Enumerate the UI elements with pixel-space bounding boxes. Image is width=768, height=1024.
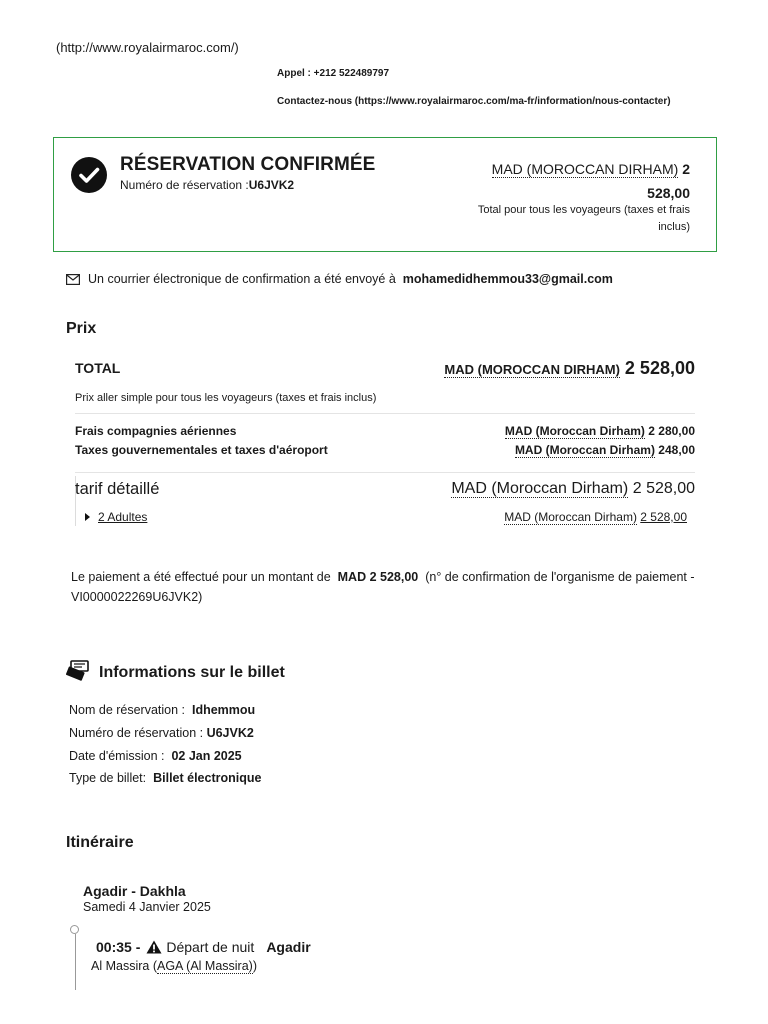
ticket-section-title: Informations sur le billet (99, 664, 285, 681)
payment-text (71, 567, 711, 607)
detailed-fare-currency: MAD (Moroccan Dirham) (451, 480, 629, 497)
airport-code: AGA (Al Massira) (156, 959, 253, 973)
departure-time: 00:35 - (96, 939, 141, 955)
contact-link[interactable]: Contactez-nous (https://www.royalairmaroc.com/ma-fr/information/nous-contacter) (277, 96, 671, 107)
phone-number: Appel : +212 522489797 (277, 68, 390, 79)
ticket-info-value: U6JVK2 (206, 726, 254, 740)
timeline-line (75, 934, 76, 990)
divider (75, 413, 695, 414)
price-total-currency: MAD (MOROCCAN DIRHAM) (444, 362, 620, 377)
ticket-info-label: Type de billet: (69, 771, 147, 785)
ticket-info-row (69, 726, 254, 740)
email-confirmation-line (66, 272, 613, 286)
route-title: Agadir - Dakhla (83, 883, 186, 899)
total-note: Total pour tous les voyageurs (taxes et frais inclus) (477, 204, 690, 233)
airport-suffix: ) (252, 959, 258, 973)
adults-value (504, 510, 687, 524)
payment-prefix: Le paiement a été effectué pour un montant de (71, 570, 331, 584)
payment-suffix: (n° de confirmation de l'organisme de paiement - VI0000022269U6JVK2) (71, 570, 695, 604)
booking-reference-line (120, 178, 294, 192)
price-card (75, 356, 695, 528)
timeline-pin-icon (70, 925, 79, 934)
adults-currency: MAD (Moroccan Dirham) (504, 510, 637, 524)
booking-reference-label: Numéro de réservation : (120, 178, 249, 192)
ticket-info-value: 02 Jan 2025 (171, 749, 242, 763)
departure-airport (91, 959, 257, 973)
fee-value (505, 424, 695, 438)
detailed-fare-value (451, 480, 695, 499)
price-total-amount: 2 528,00 (624, 358, 695, 378)
ticket-info-row (69, 771, 261, 785)
total-currency: MAD (MOROCCAN DIRHAM) (491, 161, 679, 177)
ticket-info-row (69, 703, 255, 717)
fee-row (75, 424, 695, 438)
divider (75, 472, 695, 473)
envelope-icon (66, 274, 80, 285)
fee-amount: 2 280,00 (648, 424, 695, 438)
adults-toggle[interactable] (75, 510, 147, 524)
route-date: Samedi 4 Janvier 2025 (83, 900, 211, 914)
detailed-fare-label: tarif détaillé (75, 480, 160, 498)
warning-icon (146, 940, 162, 954)
email-text: Un courrier électronique de confirmation a été envoyé à (88, 272, 396, 286)
caret-right-icon (85, 513, 90, 521)
ticket-info-label: Date d'émission : (69, 749, 165, 763)
ticket-info-label: Numéro de réservation : (69, 726, 204, 740)
payment-amount: MAD 2 528,00 (337, 570, 419, 584)
itinerary-section-title: Itinéraire (66, 834, 134, 851)
departure-line (96, 939, 311, 955)
departure-city: Agadir (266, 939, 311, 955)
fee-label: Frais compagnies aériennes (75, 424, 237, 438)
adults-amount: 2 528,00 (640, 510, 687, 524)
total-label: TOTAL (75, 360, 121, 376)
fee-amount: 248,00 (658, 443, 695, 457)
check-circle-icon (71, 157, 107, 193)
price-total (444, 358, 695, 379)
confirmation-title: RÉSERVATION CONFIRMÉE (120, 154, 376, 175)
fee-currency: MAD (Moroccan Dirham) (514, 443, 655, 457)
total-amount-part2: 528,00 (647, 185, 690, 201)
ticket-info-row (69, 749, 242, 763)
ticket-icon (66, 660, 90, 684)
price-section-title: Prix (66, 320, 97, 337)
departure-note: Départ de nuit (166, 939, 255, 955)
detailed-fare-row (75, 480, 695, 499)
fee-value (515, 443, 695, 457)
confirmation-box (53, 137, 717, 252)
total-amount (460, 157, 690, 205)
booking-reference-value: U6JVK2 (248, 178, 295, 192)
ticket-info-label: Nom de réservation : (69, 703, 186, 717)
adults-row[interactable] (75, 510, 687, 524)
fee-currency: MAD (Moroccan Dirham) (504, 424, 645, 438)
total-amount-part1: 2 (682, 161, 690, 177)
site-link[interactable]: (http://www.royalairmaroc.com/) (56, 40, 239, 55)
adults-label[interactable]: 2 Adultes (98, 510, 148, 524)
airport-prefix: Al Massira ( (91, 959, 157, 973)
ticket-info-value: Idhemmou (191, 703, 256, 717)
email-address: mohamedidhemmou33@gmail.com (402, 272, 613, 286)
fee-label: Taxes gouvernementales et taxes d'aéroport (75, 443, 328, 457)
fee-row (75, 443, 695, 457)
ticket-info-value: Billet électronique (153, 771, 262, 785)
oneway-note: Prix aller simple pour tous les voyageurs (taxes et frais inclus) (75, 392, 377, 404)
detailed-fare-amount: 2 528,00 (632, 480, 695, 497)
